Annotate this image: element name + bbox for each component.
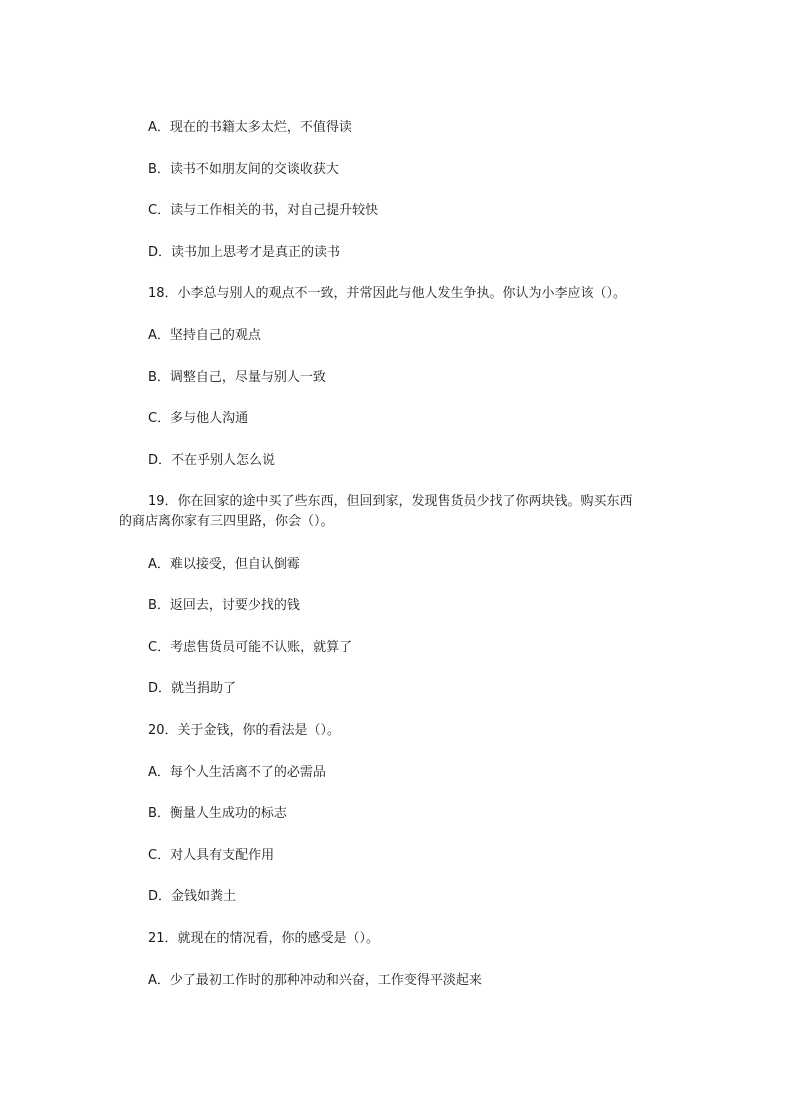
option-b: B．读书不如朋友间的交谈收获大 [148,162,339,177]
q18-option-b: B．调整自己，尽量与别人一致 [148,370,326,385]
q19-option-d: D．就当捐助了 [148,681,237,696]
option-a: A．现在的书籍太多太烂，不值得读 [148,120,352,135]
q19-option-b: B．返回去，讨要少找的钱 [148,598,300,613]
q19-option-c: C．考虑售货员可能不认账，就算了 [148,640,353,655]
q20-option-d: D．金钱如粪土 [148,889,237,904]
question-19-stem-line1: 19．你在回家的途中买了些东西，但回到家，发现售货员少找了你两块钱。购买东西 [148,494,633,509]
q20-option-b: B．衡量人生成功的标志 [148,806,287,821]
question-21-stem: 21．就现在的情况看，你的感受是（）。 [148,931,380,946]
question-18-stem: 18．小李总与别人的观点不一致，并常因此与他人发生争执。你认为小李应该（）。 [148,286,627,301]
option-c: C．读与工作相关的书，对自己提升较快 [148,203,379,218]
question-20-stem: 20．关于金钱，你的看法是（）。 [148,723,341,738]
question-19-stem-line2: 的商店离你家有三四里路，你会（）。 [119,514,334,529]
q19-option-a: A．难以接受，但自认倒霉 [148,557,300,572]
q20-option-a: A．每个人生活离不了的必需品 [148,765,326,780]
q21-option-a: A．少了最初工作时的那种冲动和兴奋，工作变得平淡起来 [148,973,482,988]
q18-option-c: C．多与他人沟通 [148,411,249,426]
option-d: D．读书加上思考才是真正的读书 [148,245,341,260]
q18-option-a: A．坚持自己的观点 [148,328,261,343]
q18-option-d: D．不在乎别人怎么说 [148,453,276,468]
q20-option-c: C．对人具有支配作用 [148,848,275,863]
